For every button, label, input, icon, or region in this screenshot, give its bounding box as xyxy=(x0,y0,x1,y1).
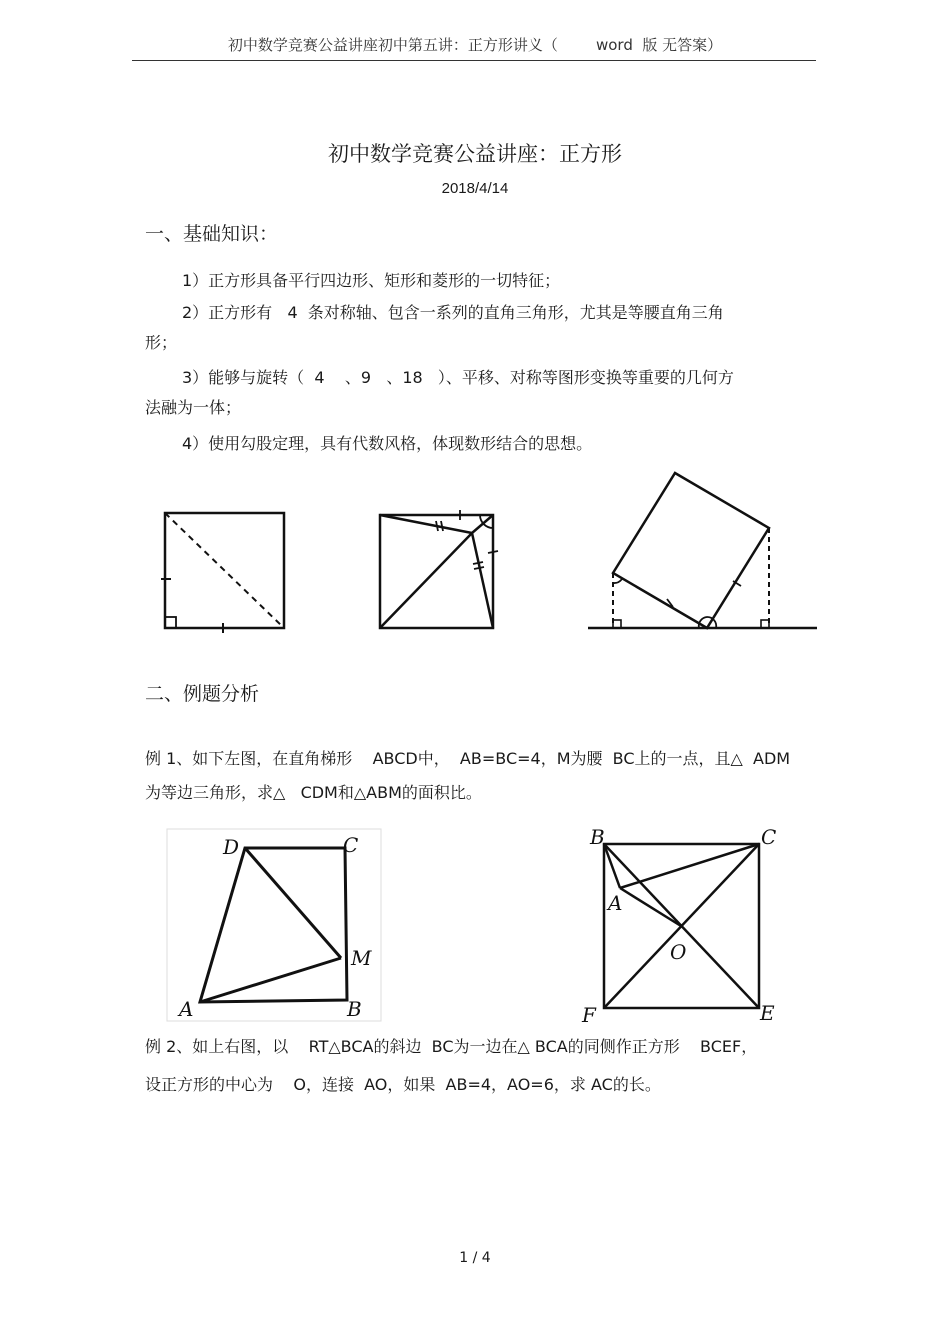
basics-item-2: 2）正方形有 4 条对称轴、包含一系列的直角三角形，尤其是等腰直角三角 xyxy=(182,303,724,322)
vertex-label-b: B xyxy=(347,997,362,1021)
vertex-label-o: O xyxy=(670,940,687,964)
vertex-label-d: D xyxy=(223,835,240,859)
figure-square-inner-triangle xyxy=(372,505,502,635)
section2-heading: 二、例题分析 xyxy=(145,683,260,705)
page-number: 1 / 4 xyxy=(459,1250,491,1266)
basics-item-3: 3）能够与旋转（ 4 、9 、18 ）、平移、对称等图形变换等重要的几何方 xyxy=(182,368,734,387)
basics-item-1: 1）正方形具备平行四边形、矩形和菱形的一切特征； xyxy=(182,271,561,290)
figure-square-diagonal xyxy=(155,505,295,635)
example1-line-2: 为等边三角形，求△ CDM和△ABM的面积比。 xyxy=(145,783,482,802)
vertex-label-e: E xyxy=(760,1001,775,1025)
document-date: 2018/4/14 xyxy=(441,180,509,197)
basics-item-2-cont: 形； xyxy=(145,333,178,352)
vertex-label-c: C xyxy=(761,825,777,849)
vertex-label-c: C xyxy=(343,833,359,857)
example2-line-2: 设正方形的中心为 O，连接 AO，如果 AB=4，AO=6，求 AC的长。 xyxy=(145,1075,661,1094)
vertex-label-a: A xyxy=(608,891,623,915)
section1-heading: 一、基础知识： xyxy=(145,223,279,245)
vertex-label-m: M xyxy=(351,946,372,970)
vertex-label-b: B xyxy=(590,825,605,849)
basics-item-4: 4）使用勾股定理，具有代数风格，体现数形结合的思想。 xyxy=(182,434,593,453)
document-title: 初中数学竞赛公益讲座：正方形 xyxy=(328,142,622,166)
figure-trapezoid-abcd xyxy=(165,828,383,1023)
example1-line-1: 例 1、如下左图，在直角梯形 ABCD中， AB=BC=4，M为腰 BC上的一点，且△ ADM xyxy=(145,749,791,768)
header-rule xyxy=(132,60,816,61)
example2-line-1: 例 2、如上右图，以 RT△BCA的斜边 BC为一边在△ BCA的同侧作正方形 BCEF， xyxy=(145,1037,758,1056)
figure-square-bcef xyxy=(578,822,788,1027)
vertex-label-a: A xyxy=(179,997,194,1021)
figure-tilted-square xyxy=(585,465,820,640)
basics-item-3-cont: 法融为一体； xyxy=(145,398,242,417)
running-header: 初中数学竞赛公益讲座初中第五讲：正方形讲义（ word 版 无答案） xyxy=(227,36,723,54)
vertex-label-f: F xyxy=(582,1003,596,1027)
